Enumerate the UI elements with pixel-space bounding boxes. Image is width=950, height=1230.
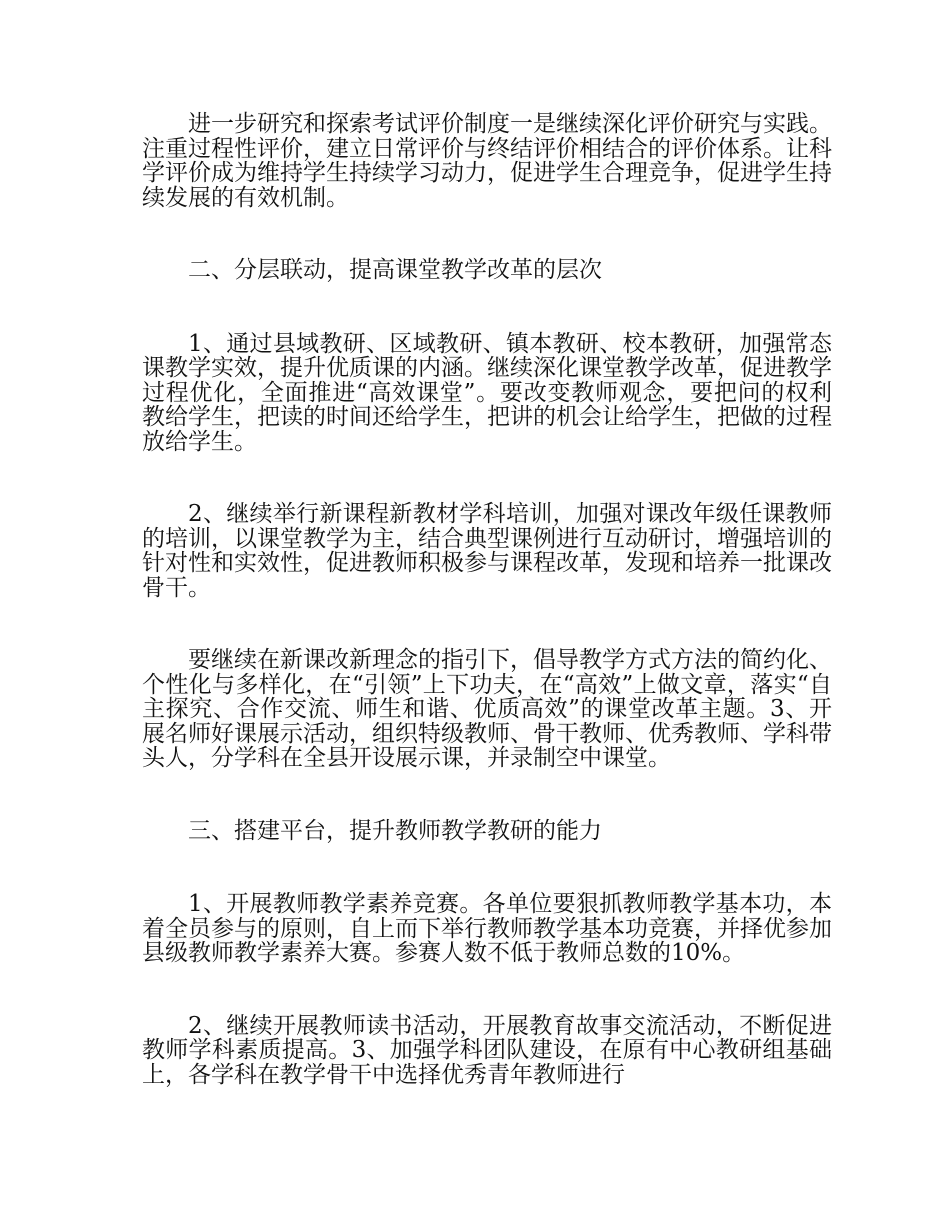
paragraph-teaching-competition: 1、开展教师教学素养竞赛。各单位要狠抓教师教学基本功，本着全员参与的原则，自上而下举行教师教学基本功竞赛，并择优参加县级教师教学素养大赛。参赛人数不低于教师总数的10%。 [142, 891, 832, 966]
section-heading-layered-linkage: 二、分层联动，提高课堂教学改革的层次 [188, 257, 602, 283]
paragraph-reading-activities: 2、继续开展教师读书活动，开展教育故事交流活动，不断促进教师学科素质提高。3、加强学科团队建设，在原有中心教研组基础上，各学科在教学骨干中选择优秀青年教师进行 [142, 1012, 832, 1088]
paragraph-county-teaching-research: 1、通过县域教研、区域教研、镇本教研、校本教研，加强常态课教学实效，提升优质课的内涵。继续深化课堂教学改革，促进教学过程优化，全面推进“高效课堂”。要改变教师观念，要把问的权利教给学生，把读的时间还给学生，把讲的机会让给学生，把做的过程放给学生。 [142, 330, 832, 455]
paragraph-evaluation-reform: 进一步研究和探索考试评价制度一是继续深化评价研究与实践。注重过程性评价，建立日常评价与终结评价相结合的评价体系。让科学评价成为维持学生持续学习动力，促进学生合理竞争，促进学生持续发展的有效机制。 [142, 111, 832, 211]
paragraph-new-curriculum-concept: 要继续在新课改新理念的指引下，倡导教学方式方法的简约化、个性化与多样化，在“引领”上下功夫，在“高效”上做文章，落实“自主探究、合作交流、师生和谐、优质高效”的课堂改革主题。3、开展名师好课展示活动，组织特级教师、骨干教师、优秀教师、学科带头人，分学科在全县开设展示课，并录制空中课堂。 [142, 647, 832, 771]
section-heading-build-platform: 三、搭建平台，提升教师教学教研的能力 [188, 817, 602, 844]
document-body [142, 112, 832, 1135]
paragraph-new-curriculum-training: 2、继续举行新课程新教材学科培训，加强对课改年级任课教师的培训，以课堂教学为主，结合典型课例进行互动研讨，增强培训的针对性和实效性，促进教师积极参与课程改革，发现和培养一批课改骨干。 [142, 501, 832, 601]
